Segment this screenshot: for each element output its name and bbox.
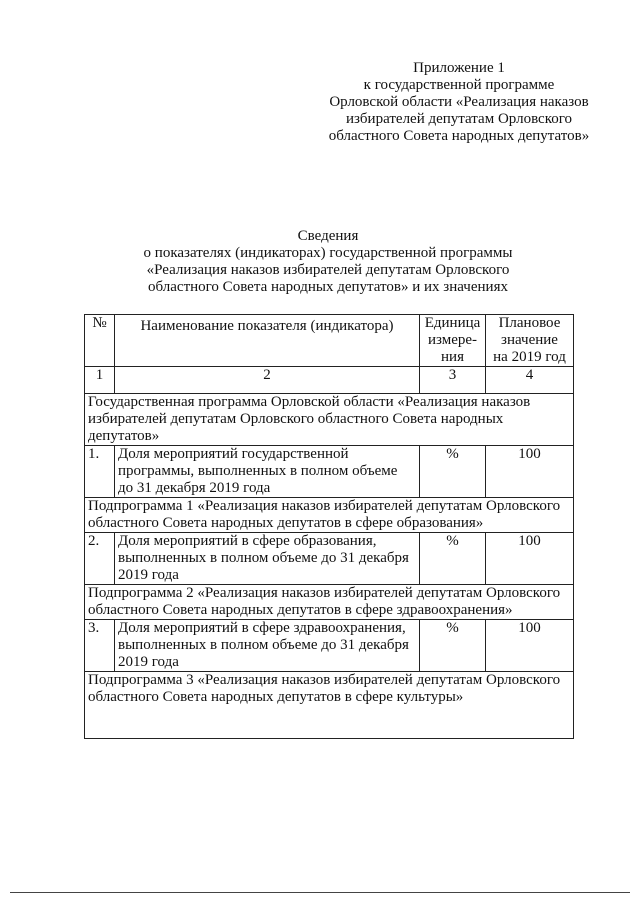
page-bottom-rule [10, 892, 630, 893]
subprogram-line: Подпрограмма 1 «Реализация наказов избирателей депутатам Орловского [88, 498, 561, 514]
header-unit-line: ния [441, 349, 464, 365]
row-name-line: 2019 года [118, 654, 179, 670]
column-number: 2 [115, 367, 420, 394]
appendix-line: к государственной программе [363, 77, 555, 93]
subprogram-row [85, 498, 574, 533]
row-unit: % [420, 620, 486, 672]
header-value-line: Плановое [498, 315, 561, 331]
row-name [115, 446, 420, 498]
subprogram-title [85, 498, 574, 533]
row-name [115, 533, 420, 585]
row-value: 100 [486, 446, 574, 498]
column-number: 1 [85, 367, 115, 394]
table-row [85, 446, 574, 498]
appendix-heading [300, 60, 618, 145]
indicators-table [84, 314, 574, 739]
table-row [85, 620, 574, 672]
program-title-row [85, 394, 574, 446]
document-title [84, 228, 572, 296]
row-unit: % [420, 533, 486, 585]
appendix-line: Орловской области «Реализация наказов [329, 94, 589, 110]
column-number: 4 [486, 367, 574, 394]
subprogram-line: областного Совета народных депутатов в сфере здравоохранения» [88, 602, 513, 618]
appendix-line: избирателей депутатам Орловского [345, 111, 573, 127]
header-value [486, 315, 574, 367]
table-header-row [85, 315, 574, 367]
appendix-line: областного Совета народных депутатов» [328, 128, 590, 144]
title-line: областного Совета народных депутатов» и их значениях [148, 279, 508, 295]
subprogram-line: областного Совета народных депутатов в сфере образования» [88, 515, 484, 531]
row-num: 3. [85, 620, 115, 672]
title-line: Сведения [297, 228, 359, 244]
subprogram-line: Подпрограмма 3 «Реализация наказов избирателей депутатам Орловского [88, 672, 561, 688]
subprogram-line: Подпрограмма 2 «Реализация наказов избирателей депутатам Орловского [88, 585, 561, 601]
row-name-line: 2019 года [118, 567, 179, 583]
row-num: 2. [85, 533, 115, 585]
row-name-line: Доля мероприятий в сфере образования, [118, 533, 377, 549]
program-title-line: Государственная программа Орловской области «Реализация наказов [88, 394, 531, 410]
row-name [115, 620, 420, 672]
subprogram-title [85, 585, 574, 620]
row-name-line: до 31 декабря 2019 года [118, 480, 271, 496]
subprogram-row [85, 672, 574, 739]
subprogram-title [85, 672, 574, 739]
header-value-line: значение [501, 332, 558, 348]
row-num: 1. [85, 446, 115, 498]
column-number: 3 [420, 367, 486, 394]
row-name-line: выполненных в полном объеме до 31 декабря [118, 550, 409, 566]
title-line: о показателях (индикаторах) государственной программы [143, 245, 513, 261]
row-name-line: Доля мероприятий государственной [118, 446, 349, 462]
header-value-line: на 2019 год [493, 349, 566, 365]
program-title [85, 394, 574, 446]
header-num: № [85, 315, 115, 367]
header-name: Наименование показателя (индикатора) [115, 315, 420, 367]
row-name-line: программы, выполненных в полном объеме [118, 463, 398, 479]
row-value: 100 [486, 533, 574, 585]
row-name-line: Доля мероприятий в сфере здравоохранения, [118, 620, 406, 636]
header-unit-line: Единица [424, 315, 481, 331]
program-title-line: избирателей депутатам Орловского областного Совета народных [88, 411, 504, 427]
column-numbers-row [85, 367, 574, 394]
title-line: «Реализация наказов избирателей депутатам Орловского [146, 262, 510, 278]
row-name-line: выполненных в полном объеме до 31 декабря [118, 637, 409, 653]
subprogram-row [85, 585, 574, 620]
row-value: 100 [486, 620, 574, 672]
appendix-line: Приложение 1 [413, 60, 505, 76]
row-unit: % [420, 446, 486, 498]
table-row [85, 533, 574, 585]
program-title-line: депутатов» [88, 428, 160, 444]
header-unit [420, 315, 486, 367]
header-unit-line: измере- [427, 332, 478, 348]
subprogram-line: областного Совета народных депутатов в сфере культуры» [88, 689, 464, 705]
